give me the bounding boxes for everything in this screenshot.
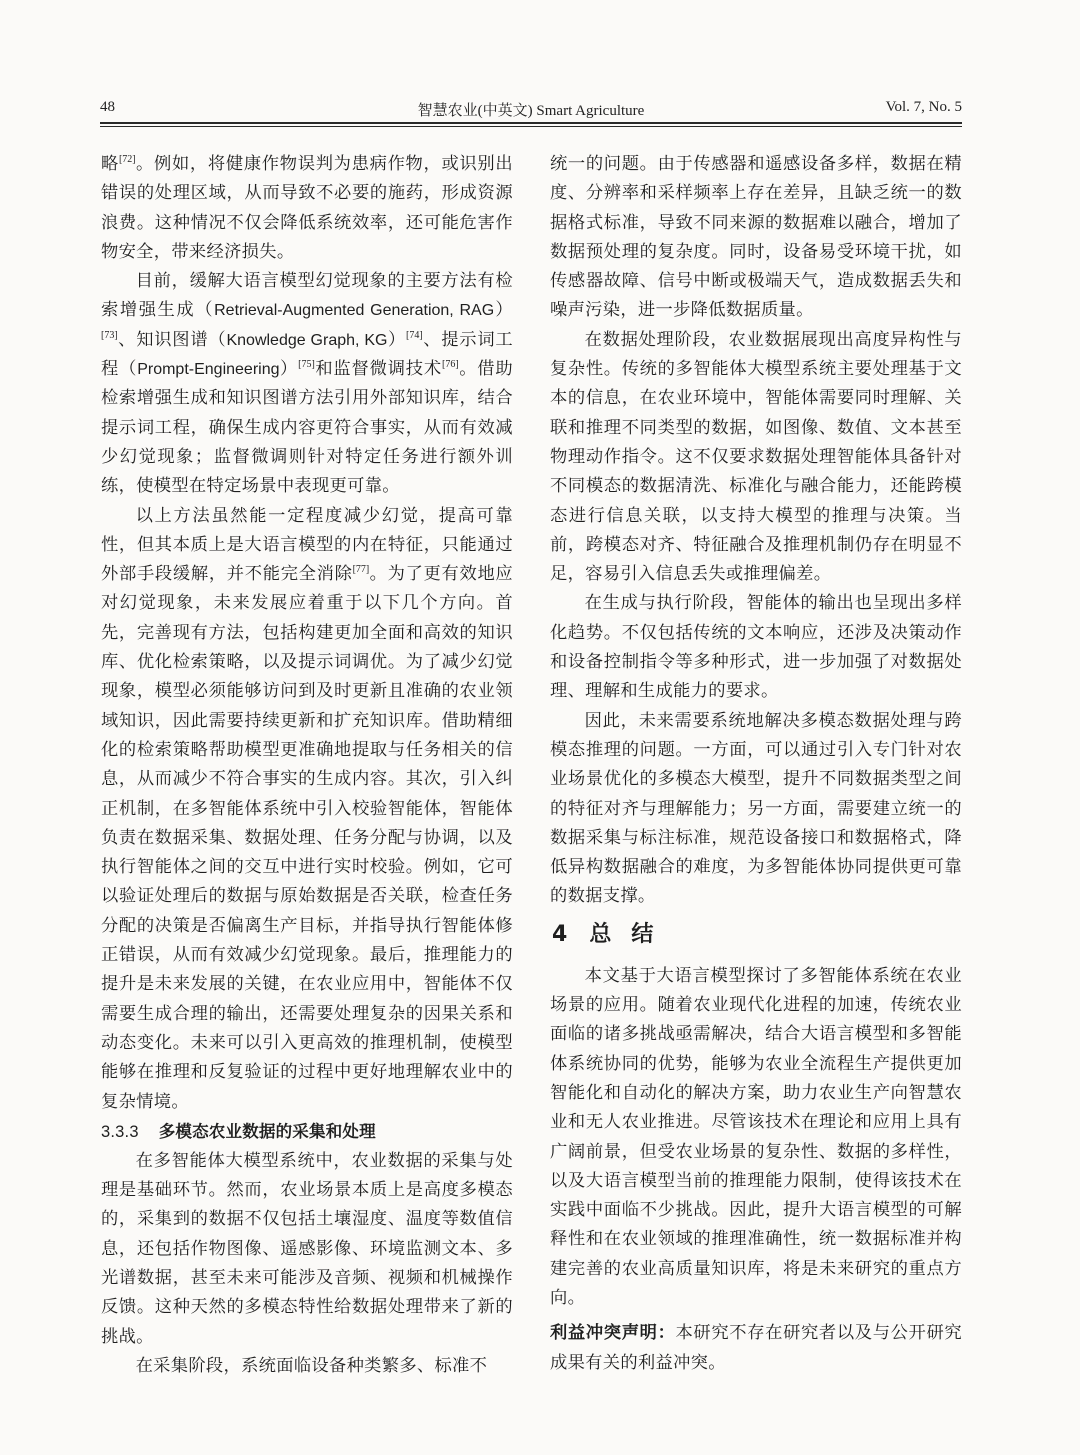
conflict-of-interest [550,1319,962,1378]
citation-ref[interactable]: [73] [101,329,118,341]
paragraph: 在生成与执行阶段，智能体的输出也呈现出多样化趋势。不仅包括传统的文本响应，还涉及决策动作和设备控制指令等多种形式，进一步加强了对数据处理、理解和生成能力的要求。 [550,593,962,702]
text-run: ） [279,359,299,380]
text-run: 和监督微调技术 [314,359,443,380]
text-run: 、提示词工程（ [101,329,513,380]
text-run: ） [387,329,407,350]
left-column [101,150,513,1381]
right-column [550,150,962,1378]
section-number: 4 [552,921,568,947]
text-run: 以上方法虽然能一定程度减少幻觉，提高可靠性，但其本质上是大语言模型的内在特征，只能通过外部手段缓解，并不能完全消除 [101,505,513,585]
section-title: 总结 [589,921,674,947]
text-run: 略 [101,154,119,174]
paragraph [101,502,513,1117]
text-run: 。例如，将健康作物误判为患病作物，或识别出错误的处理区域，从而导致不必要的施药，形成资源浪费。这种情况不仅会降低系统效率，还可能危害作物安全，带来经济损失。 [101,154,513,262]
header-rule-thin [100,126,962,127]
text-run: 、知识图谱（ [117,329,227,350]
volume-issue: Vol. 7, No. 5 [885,99,962,115]
text-run: 目前，缓解大语言模型幻觉现象的主要方法有检索增强生成（ [101,271,513,321]
subsection-title: 多模态农业数据的采集和处理 [158,1121,376,1141]
citation-ref[interactable]: [72] [118,154,136,165]
coi-label: 利益冲突声明： [550,1323,676,1344]
text-run: 。借助检索增强生成和知识图谱方法引用外部知识库，结合提示词工程，确保生成内容更符合事实，从而有效减少幻觉现象；监督微调则针对特定任务进行额外训练，使模型在特定场景中表现更可靠。 [101,359,513,497]
page-number: 48 [100,99,115,115]
paragraph: 在数据处理阶段，农业数据展现出高度异构性与复杂性。传统的多智能体大模型系统主要处理基于文本的信息，在农业环境中，智能体需要同时理解、关联和推理不同类型的数据，如图像、数值、文本甚至物理动作指令。这不仅要求数据处理智能体具备针对不同模态的数据清洗、标准化与融合能力，还能跨模态进行信息关联，以支持大模型的推理与决策。当前，跨模态对齐、特征融合及推理机制仍存在明显不足，容易引入信息丢失或推理偏差。 [550,329,962,585]
term-english: Prompt-Engineering [137,361,280,379]
subsection-heading [101,1117,513,1147]
subsection-number: 3.3.3 [101,1122,139,1141]
paragraph: 本文基于大语言模型探讨了多智能体系统在农业场景的应用。随着农业现代化进程的加速，传统农业面临的诸多挑战亟需解决，结合大语言模型和多智能体系统协同的优势，能够为农业全流程生产提供更加智能化和自动化的解决方案，助力农业生产向智慧农业和无人农业推进。尽管该技术在理论和应用上具有广阔前景，但受农业场景的复杂性、数据的多样性，以及大语言模型当前的推理能力限制，使得该技术在实践中面临不少挑战。因此，提升大语言模型的可解释性和在农业领域的推理准确性，统一数据标准并构建完善的农业高质量知识库，将是未来研究的重点方向。 [550,965,962,1308]
citation-ref[interactable]: [76] [442,359,459,371]
citation-ref[interactable]: [77] [352,564,370,576]
paragraph: 在采集阶段，系统面临设备种类繁多、标准不 [135,1355,488,1376]
paragraph: 统一的问题。由于传感器和遥感设备多样，数据在精度、分辨率和采样频率上存在差异，且缺乏统一的数据格式标准，导致不同来源的数据难以融合，增加了数据预处理的复杂度。同时，设备易受环境干扰，如传感器故障、信号中断或极端天气，造成数据丢失和噪声污染，进一步降低数据质量。 [550,154,962,321]
paragraph: 在多智能体大模型系统中，农业数据的采集与处理是基础环节。然而，农业场景本质上是高度多模态的，采集到的数据不仅包括土壤湿度、温度等数值信息，还包括作物图像、遥感影像、环境监测文本、多光谱数据，甚至未来可能涉及音频、视频和机械操作反馈。这种天然的多模态特性给数据处理带来了新的挑战。 [101,1150,513,1347]
paragraph: 因此，未来需要系统地解决多模态数据处理与跨模态推理的问题。一方面，可以通过引入专门针对农业场景优化的多模态大模型，提升不同数据类型之间的特征对齐与理解能力；另一方面，需要建立统一的数据采集与标注标准，规范设备接口和数据格式，降低异构数据融合的难度，为多智能体协同提供更可靠的数据支撑。 [550,710,962,907]
section-heading [552,920,962,950]
coi-text: 本研究不存在研究者以及与公开研究成果有关的利益冲突。 [550,1323,962,1373]
text-run: ） [494,300,513,321]
journal-title: 智慧农业(中英文) Smart Agriculture [417,103,645,119]
citation-ref[interactable]: [75] [298,359,315,371]
running-header [100,99,962,121]
term-english: Knowledge Graph, KG [226,331,388,349]
citation-ref[interactable]: [74] [406,329,423,341]
paragraph [101,150,513,267]
term-english: Retrieval-Augmented Generation, RAG [214,302,495,320]
text-run: 。为了更有效地应对幻觉现象，未来发展应着重于以下几个方向。首先，完善现有方法，包括构建更加全面和高效的知识库、优化检索策略，以及提示词调优。为了减少幻觉现象，模型必须能够访问到及时更新且准确的农业领域知识，因此需要持续更新和扩充知识库。借助精细化的检索策略帮助模型更准确地提取与任务相关的信息，从而减少不符合事实的生成内容。其次，引入纠正机制，在多智能体系统中引入校验智能体，智能体负责在数据采集、数据处理、任务分配与协调，以及执行智能体之间的交互中进行实时校验。例如，它可以验证处理后的数据与原始数据是否关联，检查任务分配的决策是否偏离生产目标，并指导执行智能体修正错误，从而有效减少幻觉现象。最后，推理能力的提升是未来发展的关键，在农业应用中，智能体不仅需要生成合理的输出，还需要处理复杂的因果关系和动态变化。未来可以引入更高效的推理机制，使模型能够在推理和反复验证的过程中更好地理解农业中的复杂情境。 [101,564,514,1112]
paragraph [101,267,513,501]
header-rule-thick [100,122,962,124]
